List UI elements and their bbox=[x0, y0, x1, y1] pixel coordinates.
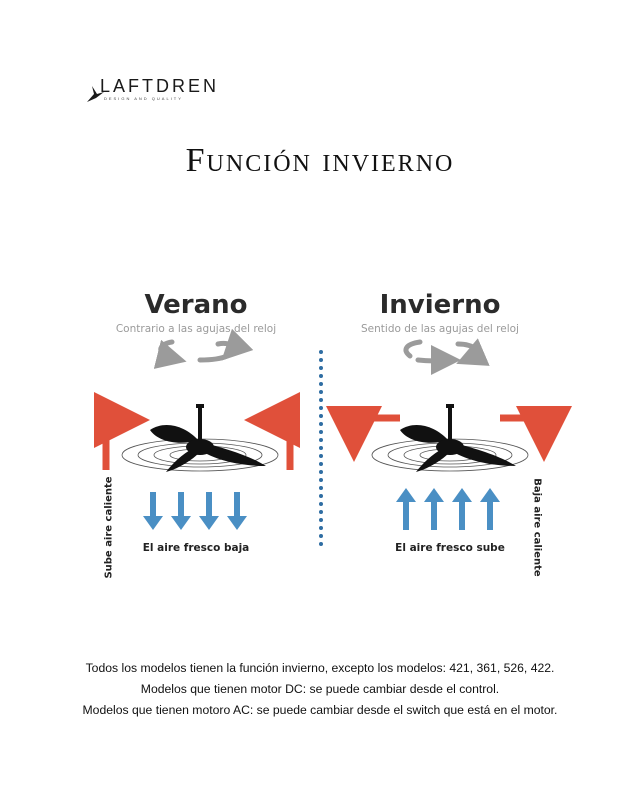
cool-air-up-arrows bbox=[396, 488, 500, 530]
page-title: Función invierno bbox=[185, 142, 455, 179]
clockwise-rotation-icon bbox=[406, 342, 477, 361]
counterclockwise-rotation-icon bbox=[161, 342, 233, 360]
winter-heading: Invierno bbox=[379, 290, 501, 320]
brand-name: LAFTDREN bbox=[100, 76, 220, 96]
summer-side-label: Sube aire caliente bbox=[103, 476, 115, 579]
summer-subheading: Contrario a las agujas del reloj bbox=[115, 323, 277, 335]
brand-tagline: DESIGN AND QUALITY bbox=[104, 96, 183, 101]
summer-heading: Verano bbox=[144, 290, 248, 320]
note-line-2: Modelos que tienen motor DC: se puede cambiar desde el control. bbox=[140, 682, 500, 696]
brand-logo bbox=[86, 76, 246, 106]
winter-side-label: Baja aire caliente bbox=[531, 478, 543, 577]
note-line-3: Modelos que tienen motoro AC: se puede cambiar desde el switch que está en el motor. bbox=[82, 703, 558, 717]
model-notes bbox=[0, 658, 640, 721]
ceiling-fan-right-icon bbox=[372, 404, 528, 472]
winter-subheading: Sentido de las agujas del reloj bbox=[361, 323, 519, 335]
ceiling-fan-left-icon bbox=[122, 404, 278, 472]
summer-caption: El aire fresco baja bbox=[142, 542, 250, 554]
fan-direction-diagram bbox=[0, 280, 640, 590]
winter-caption: El aire fresco sube bbox=[395, 542, 505, 554]
cool-air-down-arrows bbox=[143, 492, 247, 530]
note-line-1: Todos los modelos tienen la función invierno, excepto los modelos: 421, 361, 526, 422. bbox=[85, 661, 555, 675]
center-divider bbox=[319, 350, 323, 546]
